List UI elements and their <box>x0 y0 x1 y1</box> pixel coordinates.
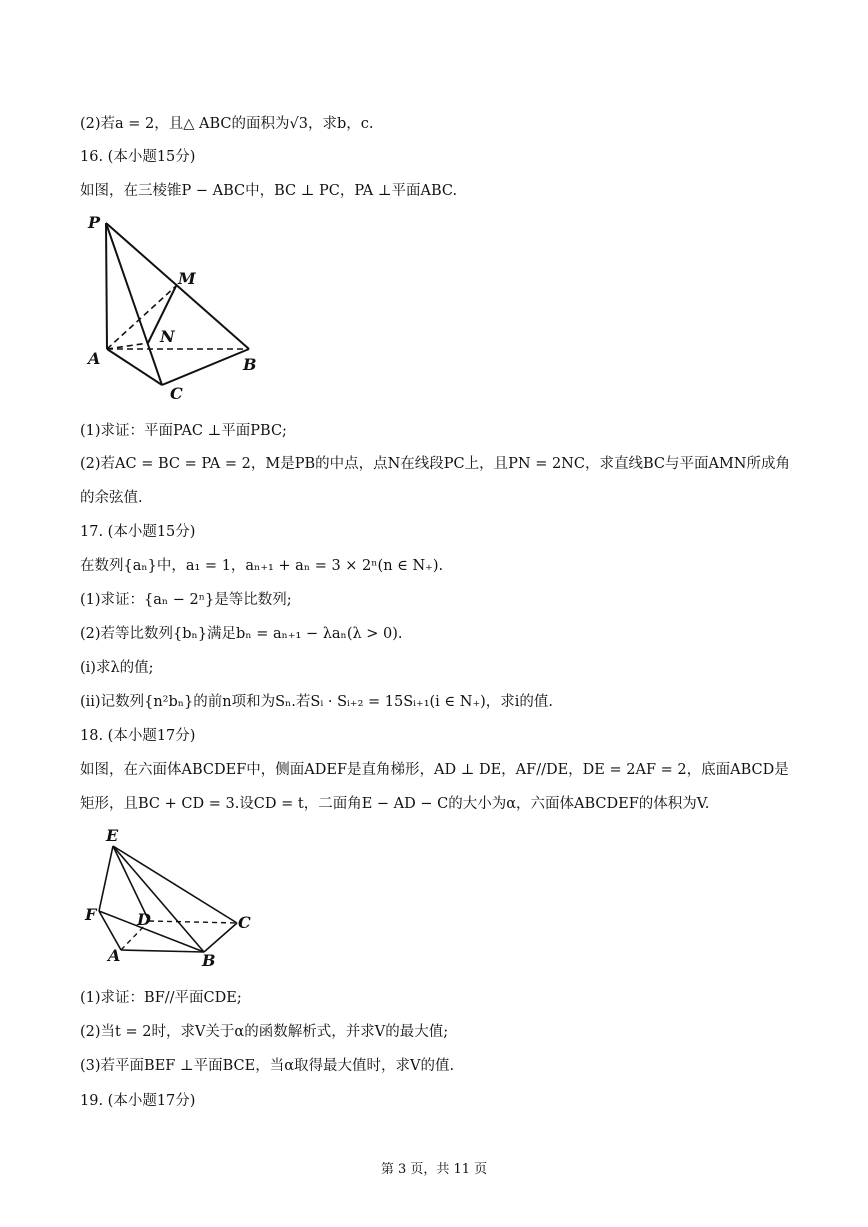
vertex-label-D: D <box>137 910 151 929</box>
problem-16-heading: 16. (本小题15分) <box>80 149 196 165</box>
vertex-label-C: C <box>238 913 251 932</box>
vertex-label-B: B <box>243 355 257 374</box>
text-line: (2)若AC = BC = PA = 2，M是PB的中点，点N在线段PC上，且PN = 2NC，求直线BC与平面AMN所成角 <box>80 456 790 472</box>
text-line: (2)当t = 2时，求V关于α的函数解析式，并求V的最大值; <box>80 1024 449 1040</box>
text-line: 如图，在六面体ABCDEF中，侧面ADEF是直角梯形，AD ⊥ DE，AF//DE，DE = 2AF = 2，底面ABCD是 <box>80 762 789 778</box>
text-line: 在数列{aₙ}中，a₁ = 1，aₙ₊₁ + aₙ = 3 × 2ⁿ(n ∈ N₊). <box>80 558 444 574</box>
vertex-label-M: M <box>178 269 196 288</box>
text-line: (ii)记数列{n²bₙ}的前n项和为Sₙ.若Sᵢ · Sᵢ₊₂ = 15Sᵢ₊₁(i ∈ N₊)，求i的值. <box>80 694 554 710</box>
pyramid-figure <box>82 208 282 412</box>
text-line: (i)求λ的值; <box>80 660 154 676</box>
vertex-label-F: F <box>85 905 97 924</box>
vertex-label-A: A <box>108 946 121 965</box>
text-line: (1)求证：BF//平面CDE; <box>80 990 242 1006</box>
vertex-label-B: B <box>202 951 216 970</box>
text-line: 的余弦值. <box>80 490 143 506</box>
vertex-label-C: C <box>170 384 183 403</box>
vertex-label-E: E <box>106 826 119 845</box>
problem-17-heading: 17. (本小题15分) <box>80 524 196 540</box>
problem-18-heading: 18. (本小题17分) <box>80 728 196 744</box>
text-line: 矩形，且BC + CD = 3.设CD = t，二面角E − AD − C的大小为α，六面体ABCDEF的体积为V. <box>80 796 710 812</box>
text-line: (2)若等比数列{bₙ}满足bₙ = aₙ₊₁ − λaₙ(λ > 0). <box>80 626 403 642</box>
page-footer: 第 3 页，共 11 页 <box>380 1162 488 1177</box>
vertex-label-A: A <box>88 349 101 368</box>
text-line: (3)若平面BEF ⊥平面BCE，当α取得最大值时，求V的值. <box>80 1058 455 1074</box>
vertex-label-N: N <box>160 327 175 346</box>
hexahedron-figure <box>82 826 262 975</box>
text-line: (1)求证：{aₙ − 2ⁿ}是等比数列; <box>80 592 292 608</box>
vertex-label-P: P <box>88 213 101 232</box>
text-line: 如图，在三棱锥P − ABC中，BC ⊥ PC，PA ⊥平面ABC. <box>80 183 458 199</box>
problem-19-heading: 19. (本小题17分) <box>80 1093 196 1109</box>
text-line: (2)若a = 2，且△ ABC的面积为√3，求b，c. <box>80 116 374 132</box>
text-line: (1)求证：平面PAC ⊥平面PBC; <box>80 423 287 439</box>
